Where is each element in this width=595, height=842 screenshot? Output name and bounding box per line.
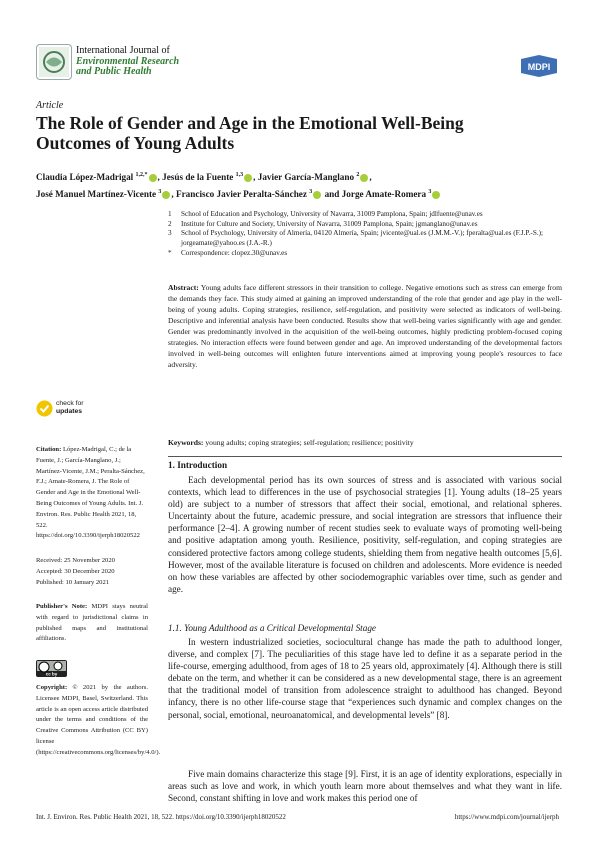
author-name: Claudia López-Madrigal $^{1,2,*}$ xyxy=(36,172,158,182)
abstract-label: Abstract: xyxy=(168,283,199,292)
affiliation-text: Correspondence: clopez.30@unav.es xyxy=(181,248,288,257)
citation-block xyxy=(36,445,148,542)
article-type: Article xyxy=(36,100,64,111)
citation-text: López-Madrigal, C.; de la Fuente, J.; García-Manglano, J.; Martínez-Vicente, J.M.; Peralta-Sánchez, F.J.; Amate-Romera, J. The Role of Gender and Age in the Emotional Well-Being Outcomes of Young Adults. Int. J. Environ. Res. Public Health 2021, 18, 522. https://doi.org/10.3390/ijerph18020522 xyxy=(36,446,145,540)
cc-license-badge[interactable] xyxy=(36,660,67,677)
author-affiliation-sup: 3 xyxy=(309,189,313,196)
affiliation-text: School of Education and Psychology, University of Navarra, 31009 Pamplona, Spain; jdlfuente@unav.es xyxy=(181,210,483,218)
intro-paragraph-1: Each developmental period has its own sources of stress and is associated with various social contexts, which lead to differences in the use of psychosocial strategies [1]. Young adults (18–25 years old) are subject to a number of stressors that affect their social, emotional, and relational spheres. Uncertainty about the future, academic pressure, and social integration are stressors that influence their performance [2–4]. A growing number of recent studies seek to evaluate ways of promoting well-being and positive adaptation among youth. Resilience, positivity, self-regulation, and coping strategies are considered protective factors among college students, shielding them from negative health outcomes [5,6]. However, most of the available literature is focused on children and adolescents. More evidence is needed on how these variables are affected by other sociodemographic variables over time, such as gender and age. xyxy=(168,475,562,594)
affiliation-number: 2 xyxy=(168,219,172,228)
author-affiliation-sup: 3 xyxy=(158,189,162,196)
author-name: Jesús de la Fuente $^{1,3}$ xyxy=(162,172,253,182)
check-for-updates-button[interactable] xyxy=(36,400,53,422)
citation-label: Citation: xyxy=(36,446,62,453)
keywords xyxy=(168,437,562,448)
affiliation-item xyxy=(168,220,563,230)
affiliation-item xyxy=(168,229,563,248)
copyright-block xyxy=(36,683,161,759)
affiliation-item xyxy=(168,249,563,259)
journal-logo-icon xyxy=(37,45,71,79)
check-for-updates-label xyxy=(56,400,84,415)
divider xyxy=(168,456,562,457)
journal-name xyxy=(76,46,179,78)
copyright-label: Copyright: xyxy=(36,684,68,691)
abstract-text: Young adults face different stressors in their transition to college. Negative emotions such as stress can emerge from the demands they face. This study aimed at gaining an improved understanding of the role that gender and age play in the well-being of young adults. Coping strategies, resilience, self-regulation, and positivity were selected as indicators of well-being. Descriptive and inferential analysis have been conducted. Results show that well-being varies significantly with age and gender. Gender was predominantly involved in the acquisition of the well-being outcomes, highly predicting problem-focused coping strategies. No interaction effects were found between gender and age. An improved understanding of the developmental factors involved in well-being outcomes will enlighten future interventions aimed at improving young people's resources to face adversity. xyxy=(168,283,562,369)
published-date: Published: 10 January 2021 xyxy=(36,578,110,586)
author-line-2: José Manuel Martínez-Vicente $^3$ , Francisco Javier Peralta-Sánchez $^3$ and Jorge Amate-Romera $^3$ xyxy=(36,185,556,202)
affiliation-item xyxy=(168,210,563,220)
affiliation-number: 3 xyxy=(168,229,172,238)
publisher-note-label: Publisher's Note: xyxy=(36,603,88,610)
orcid-icon[interactable] xyxy=(432,191,440,199)
orcid-icon[interactable] xyxy=(360,174,368,182)
keywords-text: young adults; coping strategies; self-regulation; resilience; positivity xyxy=(205,438,414,447)
author-name: and Jorge Amate-Romera $^3$ xyxy=(325,189,442,199)
affiliation-text: School of Psychology, University of Almería, 04120 Almería, Spain; jvicente@ual.es (J.M.M.-V.); fperalta@ual.es (F.J.P.-S.); jorgeamate@yahoo.es (J.A.-R.) xyxy=(181,229,544,248)
author-affiliation-sup: 2 xyxy=(356,172,360,178)
affiliations xyxy=(168,210,563,259)
orcid-icon[interactable] xyxy=(313,191,321,199)
received-date: Received: 25 November 2020 xyxy=(36,557,115,564)
journal-name-line2: Environmental Research xyxy=(76,55,180,67)
publisher-logo-text: MDPI xyxy=(527,62,551,72)
affiliation-text: Institute for Culture and Society, University of Navarra, 31009 Pamplona, Spain; jgmanglano@unav.es xyxy=(181,219,478,228)
section-heading-introduction: 1. Introduction xyxy=(168,460,228,470)
cc-by-text: cc by xyxy=(45,671,58,677)
footer-citation: Int. J. Environ. Res. Public Health 2021, 18, 522. https://doi.org/10.3390/ijerph18020522 xyxy=(36,813,286,821)
abstract xyxy=(168,282,562,370)
journal-name-line3: and Public Health xyxy=(76,66,152,77)
body-paragraph-3: Five main domains characterize this stage [9]. First, it is an age of identity explorations, especially in areas such as love and work, in which youth learn more about themselves and what they want in life. Second, constant shifting in love and work makes this period one of xyxy=(168,769,562,804)
author-name: José Manuel Martínez-Vicente $^3$ xyxy=(36,189,171,199)
journal-name-line1: International Journal of xyxy=(76,45,170,56)
subsection-heading: 1.1. Young Adulthood as a Critical Developmental Stage xyxy=(168,623,376,633)
accepted-date: Accepted: 30 December 2020 xyxy=(36,567,115,575)
footer-url[interactable]: https://www.mdpi.com/journal/ijerph xyxy=(454,813,559,821)
author-affiliation-sup: 1,3 xyxy=(235,172,244,178)
cc-by-icon xyxy=(36,660,67,677)
orcid-icon[interactable] xyxy=(149,174,157,182)
check-for-updates-line1: check for xyxy=(56,400,84,407)
orcid-icon[interactable] xyxy=(244,174,252,182)
body-paragraph-2: In western industrialized societies, sociocultural change has made the path to adulthood longer, diverse, and complex [7]. The peculiarities of this stage have led to define it as a separate period in the life-course, emerging adulthood, from ages of 18 to 25 years old, approximately [4]. Although there is still debate on the term, and whether it can be considered as a new developmental stage, there is an agreement that the traditional model of transition from adolescence straight to adulthood has changed. Beyond infancy, there is no other life-course stage that “experiences such dynamic and complex changes on the personal, social, emotional, neuroanatomical, and developmental levels” [8]. xyxy=(168,637,562,720)
author-name: Francisco Javier Peralta-Sánchez $^3$ xyxy=(176,189,322,199)
publication-dates xyxy=(36,556,148,588)
author-list xyxy=(36,168,556,202)
publisher-note-text: MDPI stays neutral with regard to jurisdictional claims in published maps and institutional affiliations. xyxy=(36,603,148,643)
check-for-updates-line2: updates xyxy=(56,407,83,415)
journal-logo xyxy=(36,44,72,80)
keywords-label: Keywords: xyxy=(168,438,204,447)
mdpi-logo-icon xyxy=(519,55,559,77)
affiliation-number: * xyxy=(168,248,172,257)
page-footer xyxy=(36,813,559,821)
publisher-logo xyxy=(519,55,559,77)
check-for-updates-icon xyxy=(36,400,53,417)
author-name: Javier García-Manglano $^2$ xyxy=(258,172,370,182)
publisher-note xyxy=(36,602,148,645)
orcid-icon[interactable] xyxy=(162,191,170,199)
author-affiliation-sup: 3 xyxy=(428,189,432,196)
copyright-text: © 2021 by the authors. Licensee MDPI, Basel, Switzerland. This article is an open access article distributed under the terms and conditions of the Creative Commons Attribution (CC BY) license (https://creativecommons.org/licenses/by/4.0/). xyxy=(36,684,161,756)
author-affiliation-sup: 1,2,* xyxy=(135,172,148,178)
page-title: The Role of Gender and Age in the Emotional Well-Being Outcomes of Young Adults xyxy=(36,113,464,153)
affiliation-number: 1 xyxy=(168,210,172,218)
author-line-1: Claudia López-Madrigal $^{1,2,*}$ , Jesús de la Fuente $^{1,3}$ , Javier García-Manglano $^2$ , xyxy=(36,172,372,183)
